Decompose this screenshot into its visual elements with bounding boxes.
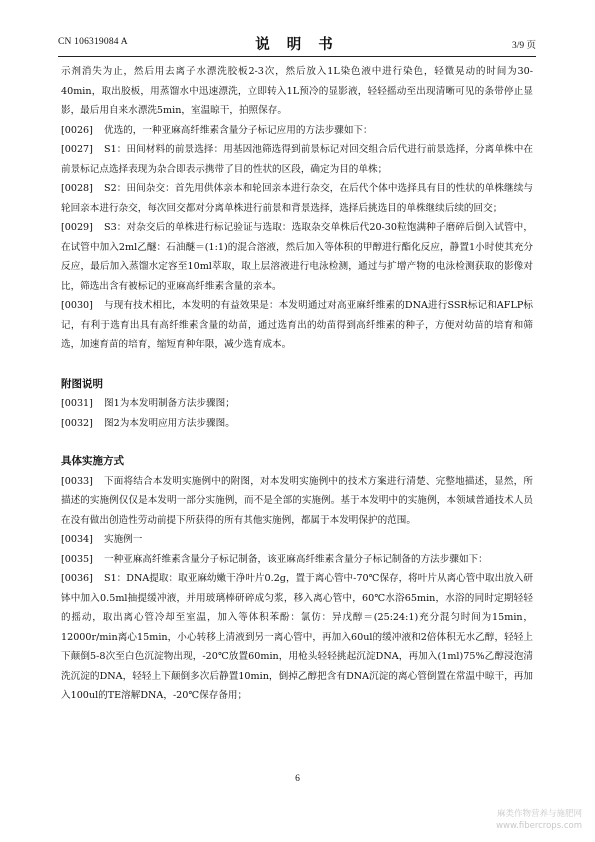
paragraph-text: 下面将结合本发明实施例中的附图，对本发明实施例中的技术方案进行清楚、完整地描述，显然，所描述的实施例仅仅是本发明一部分实施例，而不是全部的实施例。基于本发明中的实施例，本领域普通技术人员在没有做出创造性劳动前提下所获得的所有其他实施例，都属于本发明保护的范围。 [61, 475, 533, 526]
paragraph-number: [0032] [61, 417, 93, 429]
paragraph-continuation [61, 62, 533, 121]
page-count: 3/9 页 [511, 41, 536, 51]
paragraph-0033 [61, 472, 533, 531]
paragraph-number: [0031] [61, 398, 93, 409]
paragraph-text: 图2为本发明应用方法步骤图。 [104, 417, 235, 429]
paragraph-0032 [61, 414, 533, 434]
document-title: 说 明 书 [255, 36, 339, 53]
publication-number: CN 106319084 A [58, 37, 128, 47]
paragraph-text: 与现有技术相比，本发明的有益效果是：本发明通过对高亚麻纤维素的DNA进行SSR标记和AFLP标记，有利于选育出具有高纤维素含量的幼苗，通过选育出的幼苗得到高纤维素的种子，方便对幼苗的培育和筛选，加速育苗的培育，缩短育种年限，减少选育成本。 [61, 300, 533, 350]
section-heading-embodiments: 具体实施方式 [61, 455, 124, 467]
header-divider [58, 56, 536, 57]
paragraph-number: [0026] [61, 124, 93, 136]
paragraph-text: 一种亚麻高纤维素含量分子标记制备，该亚麻高纤维素含量分子标记制备的方法步骤如下： [104, 553, 488, 565]
paragraph-number: [0028] [61, 183, 93, 194]
paragraph-text: 实施例一 [104, 534, 143, 545]
paragraph-text: S1：田间材料的前景选择：用基因池筛选得到前景标记对回交组合后代进行前景选择，分离单株中在前景标记点选择表现为杂合即表示携带了目的性状的区段，确定为目的单株； [61, 144, 533, 175]
paragraph-0027 [61, 140, 533, 179]
paragraph-0026 [61, 121, 533, 141]
paragraph-number: [0034] [61, 534, 93, 545]
paragraph-number: [0035] [61, 553, 93, 565]
paragraph-0029 [61, 218, 533, 296]
page-header [58, 33, 536, 53]
paragraph-number: [0036] [61, 573, 93, 584]
paragraph-text: S3：对杂交后的单株进行标记验证与选取：选取杂交单株后代20-30粒饱满种子磨碎后倒入试管中，在试管中加入2ml乙醚：石油醚＝(1:1)的混合溶液，然后加入等体积的甲醇进行酯化反应，静置1小时使其充分反应，最后加入蒸馏水定容至10ml萃取，取上层溶液进行电泳检测，通过与扩增产物的电泳检测获取的影像对比，筛选出含有被标记的亚麻高纤维素含量的亲本。 [61, 222, 533, 292]
paragraph-text: S1：DNA提取：取亚麻幼嫩干净叶片0.2g，置于离心管中-70℃保存，将叶片从离心管中取出放入研钵中加入0.5ml抽提缓冲液，并用玻璃棒研碎成匀浆，移入离心管中，60℃水浴65min，水浴的同时定期轻轻的摇动，取出离心管冷却至室温，加入等体积苯酚：氯仿：异戊醇＝(25:24:1)充分混匀时间为15min，12000r/min离心15min，小心转移上清液到另一离心管中，再加入60ul的缓冲液和2倍体积无水乙醇，轻轻上下颠倒5-8次至白色沉淀物出现，-20℃放置60min，用枪头轻轻挑起沉淀DNA，再加入(1ml)75%乙醇浸泡清洗沉淀的DNA，轻轻上下颠倒多次后静置10min，倒掉乙醇把含有DNA沉淀的离心管倒置在常温中晾干，再加入100ul的TE溶解DNA，-20℃保存备用； [61, 573, 533, 701]
paragraph-number: [0029] [61, 222, 93, 233]
paragraph-0035 [61, 550, 533, 570]
paragraph-text: S2：田间杂交：首先用供体亲本和轮回亲本进行杂交，在后代个体中选择具有目的性状的单株继续与轮回亲本进行杂交，每次回交都对分离单株进行前景和背景选择，选择后挑选目的单株继续后续的回交； [61, 183, 533, 214]
paragraph-0034 [61, 530, 533, 550]
paragraph-text: 图1为本发明制备方法步骤图； [104, 398, 235, 409]
paragraph-0030 [61, 296, 533, 355]
section-heading-figures: 附图说明 [61, 377, 103, 390]
paragraph-text: 优选的，一种亚麻高纤维素含量分子标记应用的方法步骤如下： [104, 124, 373, 136]
paragraph-number: [0033] [61, 475, 93, 487]
paragraph-0031 [61, 394, 533, 414]
paragraph-number: [0027] [61, 144, 93, 155]
paragraph-0036 [61, 569, 533, 706]
watermark-text: 麻类作物营养与施肥网 www.fibercrops.com [496, 809, 582, 831]
paragraph-text: 示剂消失为止，然后用去离子水漂洗胶板2-3次，然后放入1L染色液中进行染色，轻微晃动的时间为30-40min，取出胶板，用蒸馏水中迅速漂洗，立即转入1L预冷的显影液，轻轻摇动至出现清晰可见的条带停止显影，最后用自来水漂洗5min，室温晾干，拍照保存。 [61, 66, 533, 116]
page-number: 6 [295, 774, 300, 784]
document-body [61, 62, 533, 706]
paragraph-0028 [61, 179, 533, 218]
paragraph-number: [0030] [61, 300, 93, 311]
